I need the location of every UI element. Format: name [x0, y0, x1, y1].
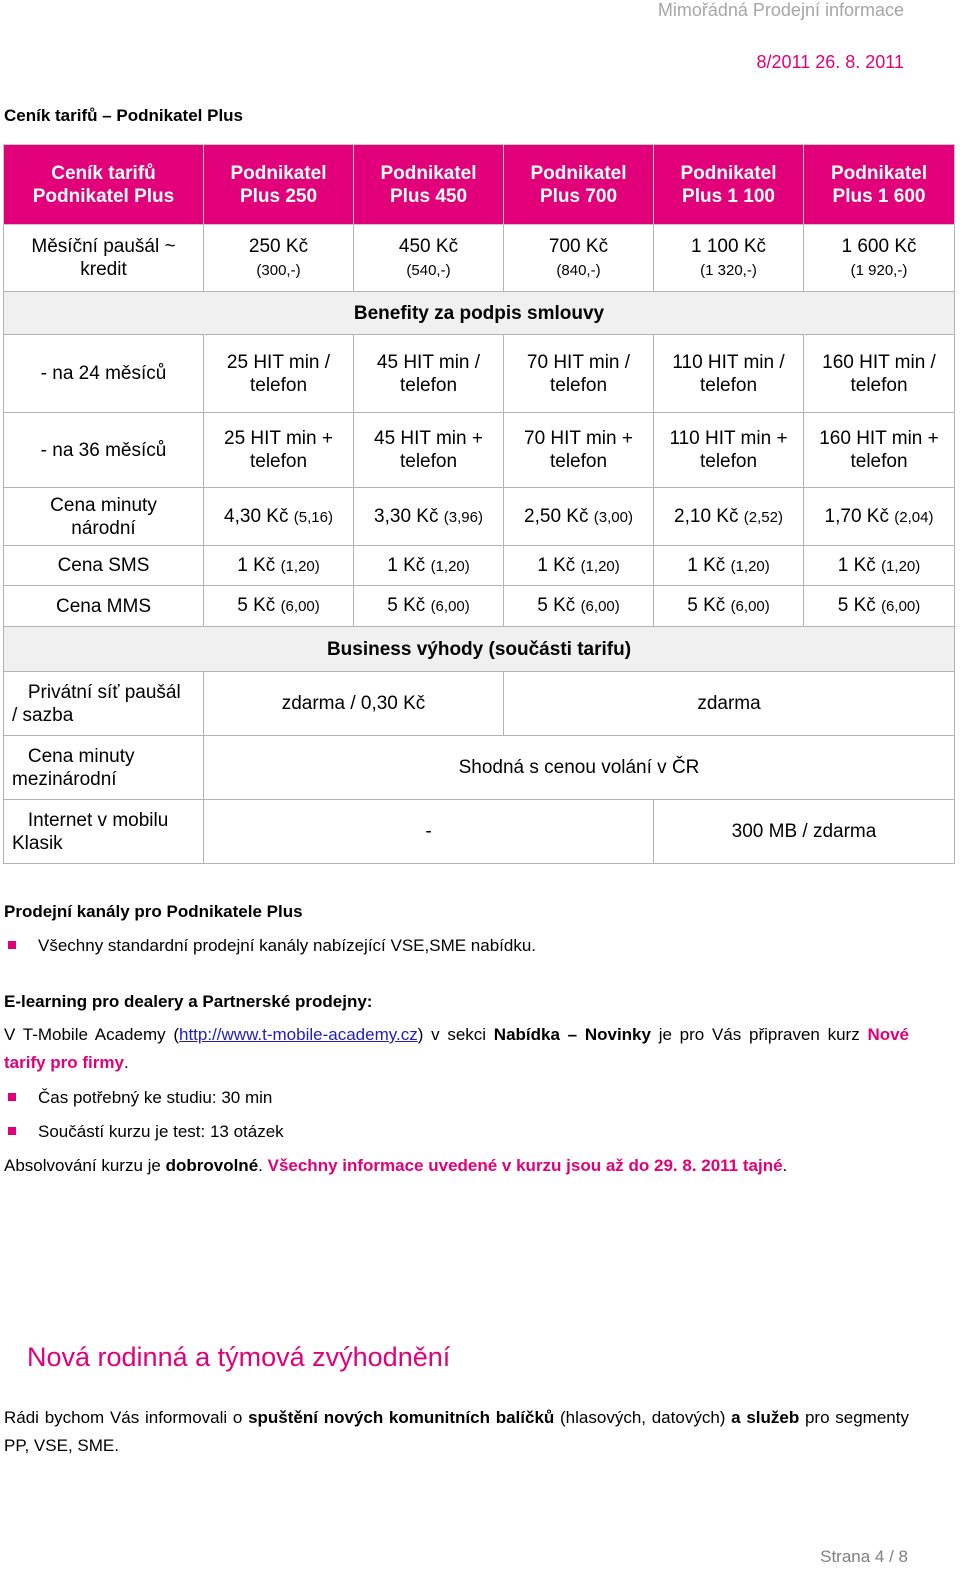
table-cell: 110 HIT min + telefon: [654, 413, 804, 488]
table-cell: 3,30 Kč (3,96): [354, 488, 504, 546]
academy-link[interactable]: http://www.t-mobile-academy.cz: [179, 1025, 418, 1044]
table-cell: 4,30 Kč (5,16): [204, 488, 354, 546]
table-header-row: [4, 145, 955, 225]
row-label: Cena minuty národní: [4, 488, 204, 546]
elearning-paragraph: V T-Mobile Academy (http://www.t-mobile-academy.cz) v sekci Nabídka – Novinky je pro Vás připraven kurz Nové tarify pro firmy.: [4, 1025, 910, 1072]
business-header: Business výhody (součásti tarifu): [4, 627, 955, 672]
table-row-international-minute: [4, 736, 955, 800]
table-cell: 1 600 Kč (1 920,-): [804, 225, 955, 292]
table-cell: 5 Kč (6,00): [654, 586, 804, 627]
table-cell: 5 Kč (6,00): [354, 586, 504, 627]
table-cell: 70 HIT min / telefon: [504, 335, 654, 413]
table-row-private-network: [4, 672, 955, 736]
table-cell: -: [204, 800, 654, 864]
table-cell: 700 Kč (840,-): [504, 225, 654, 292]
table-cell: 5 Kč (6,00): [204, 586, 354, 627]
bullet-square-icon: [8, 941, 16, 949]
header-plan-250: Podnikatel Plus 250: [204, 145, 354, 225]
header-label-cell: Ceník tarifů Podnikatel Plus: [4, 145, 204, 225]
section-title: Ceník tarifů – Podnikatel Plus: [4, 106, 244, 125]
table-cell: 1 Kč (1,20): [504, 546, 654, 586]
table-cell: 1 Kč (1,20): [654, 546, 804, 586]
elearning-note: Absolvování kurzu je dobrovolné. Všechny informace uvedené v kurzu jsou až do 29. 8. 2011 tajné.: [4, 1156, 788, 1175]
row-label: Cena MMS: [4, 586, 204, 627]
family-section-title: Nová rodinná a týmová zvýhodnění: [27, 1342, 451, 1372]
table-cell: 250 Kč (300,-): [204, 225, 354, 292]
table-cell: 70 HIT min + telefon: [504, 413, 654, 488]
elearning-heading: E-learning pro dealery a Partnerské prodejny:: [4, 992, 373, 1011]
bullet-square-icon: [8, 1127, 16, 1135]
row-label: Měsíční paušál ~ kredit: [4, 225, 204, 292]
table-cell: 1 Kč (1,20): [204, 546, 354, 586]
table-cell: 5 Kč (6,00): [804, 586, 955, 627]
table-cell: 1,70 Kč (2,04): [804, 488, 955, 546]
table-cell: 1 Kč (1,20): [354, 546, 504, 586]
row-label: - na 24 měsíců: [4, 335, 204, 413]
table-cell: 300 MB / zdarma: [654, 800, 955, 864]
benefits-header: Benefity za podpis smlouvy: [4, 292, 955, 335]
row-label: Cena minuty mezinárodní: [4, 736, 204, 800]
header-plan-1100: Podnikatel Plus 1 100: [654, 145, 804, 225]
table-cell: 25 HIT min + telefon: [204, 413, 354, 488]
table-cell: 45 HIT min / telefon: [354, 335, 504, 413]
table-cell: 45 HIT min + telefon: [354, 413, 504, 488]
bullet-square-icon: [8, 1093, 16, 1101]
table-cell: 160 HIT min / telefon: [804, 335, 955, 413]
sales-channels-heading: Prodejní kanály pro Podnikatele Plus: [4, 902, 303, 921]
table-row-business-header: [4, 627, 955, 672]
family-paragraph: Rádi bychom Vás informovali o spuštění nových komunitních balíčků (hlasových, datových) a služeb pro segmenty PP, VSE, SME.: [4, 1408, 909, 1455]
table-cell: 2,10 Kč (2,52): [654, 488, 804, 546]
row-label: Internet v mobilu Klasik: [4, 800, 204, 864]
table-cell: zdarma: [504, 672, 955, 736]
table-cell: zdarma / 0,30 Kč: [204, 672, 504, 736]
header-plan-1600: Podnikatel Plus 1 600: [804, 145, 955, 225]
document-header-title: Mimořádná Prodejní informace: [657, 0, 904, 20]
table-row-national-minute: [4, 488, 955, 546]
document-date: 8/2011 26. 8. 2011: [756, 52, 904, 72]
sales-channels-bullet: Všechny standardní prodejní kanály nabízející VSE,SME nabídku.: [4, 936, 909, 956]
table-cell: 1 Kč (1,20): [804, 546, 955, 586]
table-row-monthly-fee: [4, 225, 955, 292]
table-cell: 2,50 Kč (3,00): [504, 488, 654, 546]
table-row-sms: [4, 546, 955, 586]
table-cell: 110 HIT min / telefon: [654, 335, 804, 413]
table-cell: 25 HIT min / telefon: [204, 335, 354, 413]
table-row-24-months: [4, 335, 955, 413]
table-cell: Shodná s cenou volání v ČR: [204, 736, 955, 800]
header-plan-450: Podnikatel Plus 450: [354, 145, 504, 225]
row-label: Privátní síť paušál / sazba: [4, 672, 204, 736]
table-cell: 1 100 Kč (1 320,-): [654, 225, 804, 292]
table-cell: 450 Kč (540,-): [354, 225, 504, 292]
tariff-table: [3, 144, 955, 864]
elearning-bullet-time: Čas potřebný ke studiu: 30 min: [4, 1088, 909, 1108]
header-plan-700: Podnikatel Plus 700: [504, 145, 654, 225]
table-cell: 5 Kč (6,00): [504, 586, 654, 627]
elearning-bullet-test: Součástí kurzu je test: 13 otázek: [4, 1122, 909, 1142]
table-row-36-months: [4, 413, 955, 488]
table-row-benefits-header: [4, 292, 955, 335]
row-label: - na 36 měsíců: [4, 413, 204, 488]
page-number: Strana 4 / 8: [820, 1547, 908, 1566]
table-cell: 160 HIT min + telefon: [804, 413, 955, 488]
row-label: Cena SMS: [4, 546, 204, 586]
table-row-mobile-internet: [4, 800, 955, 864]
table-row-mms: [4, 586, 955, 627]
